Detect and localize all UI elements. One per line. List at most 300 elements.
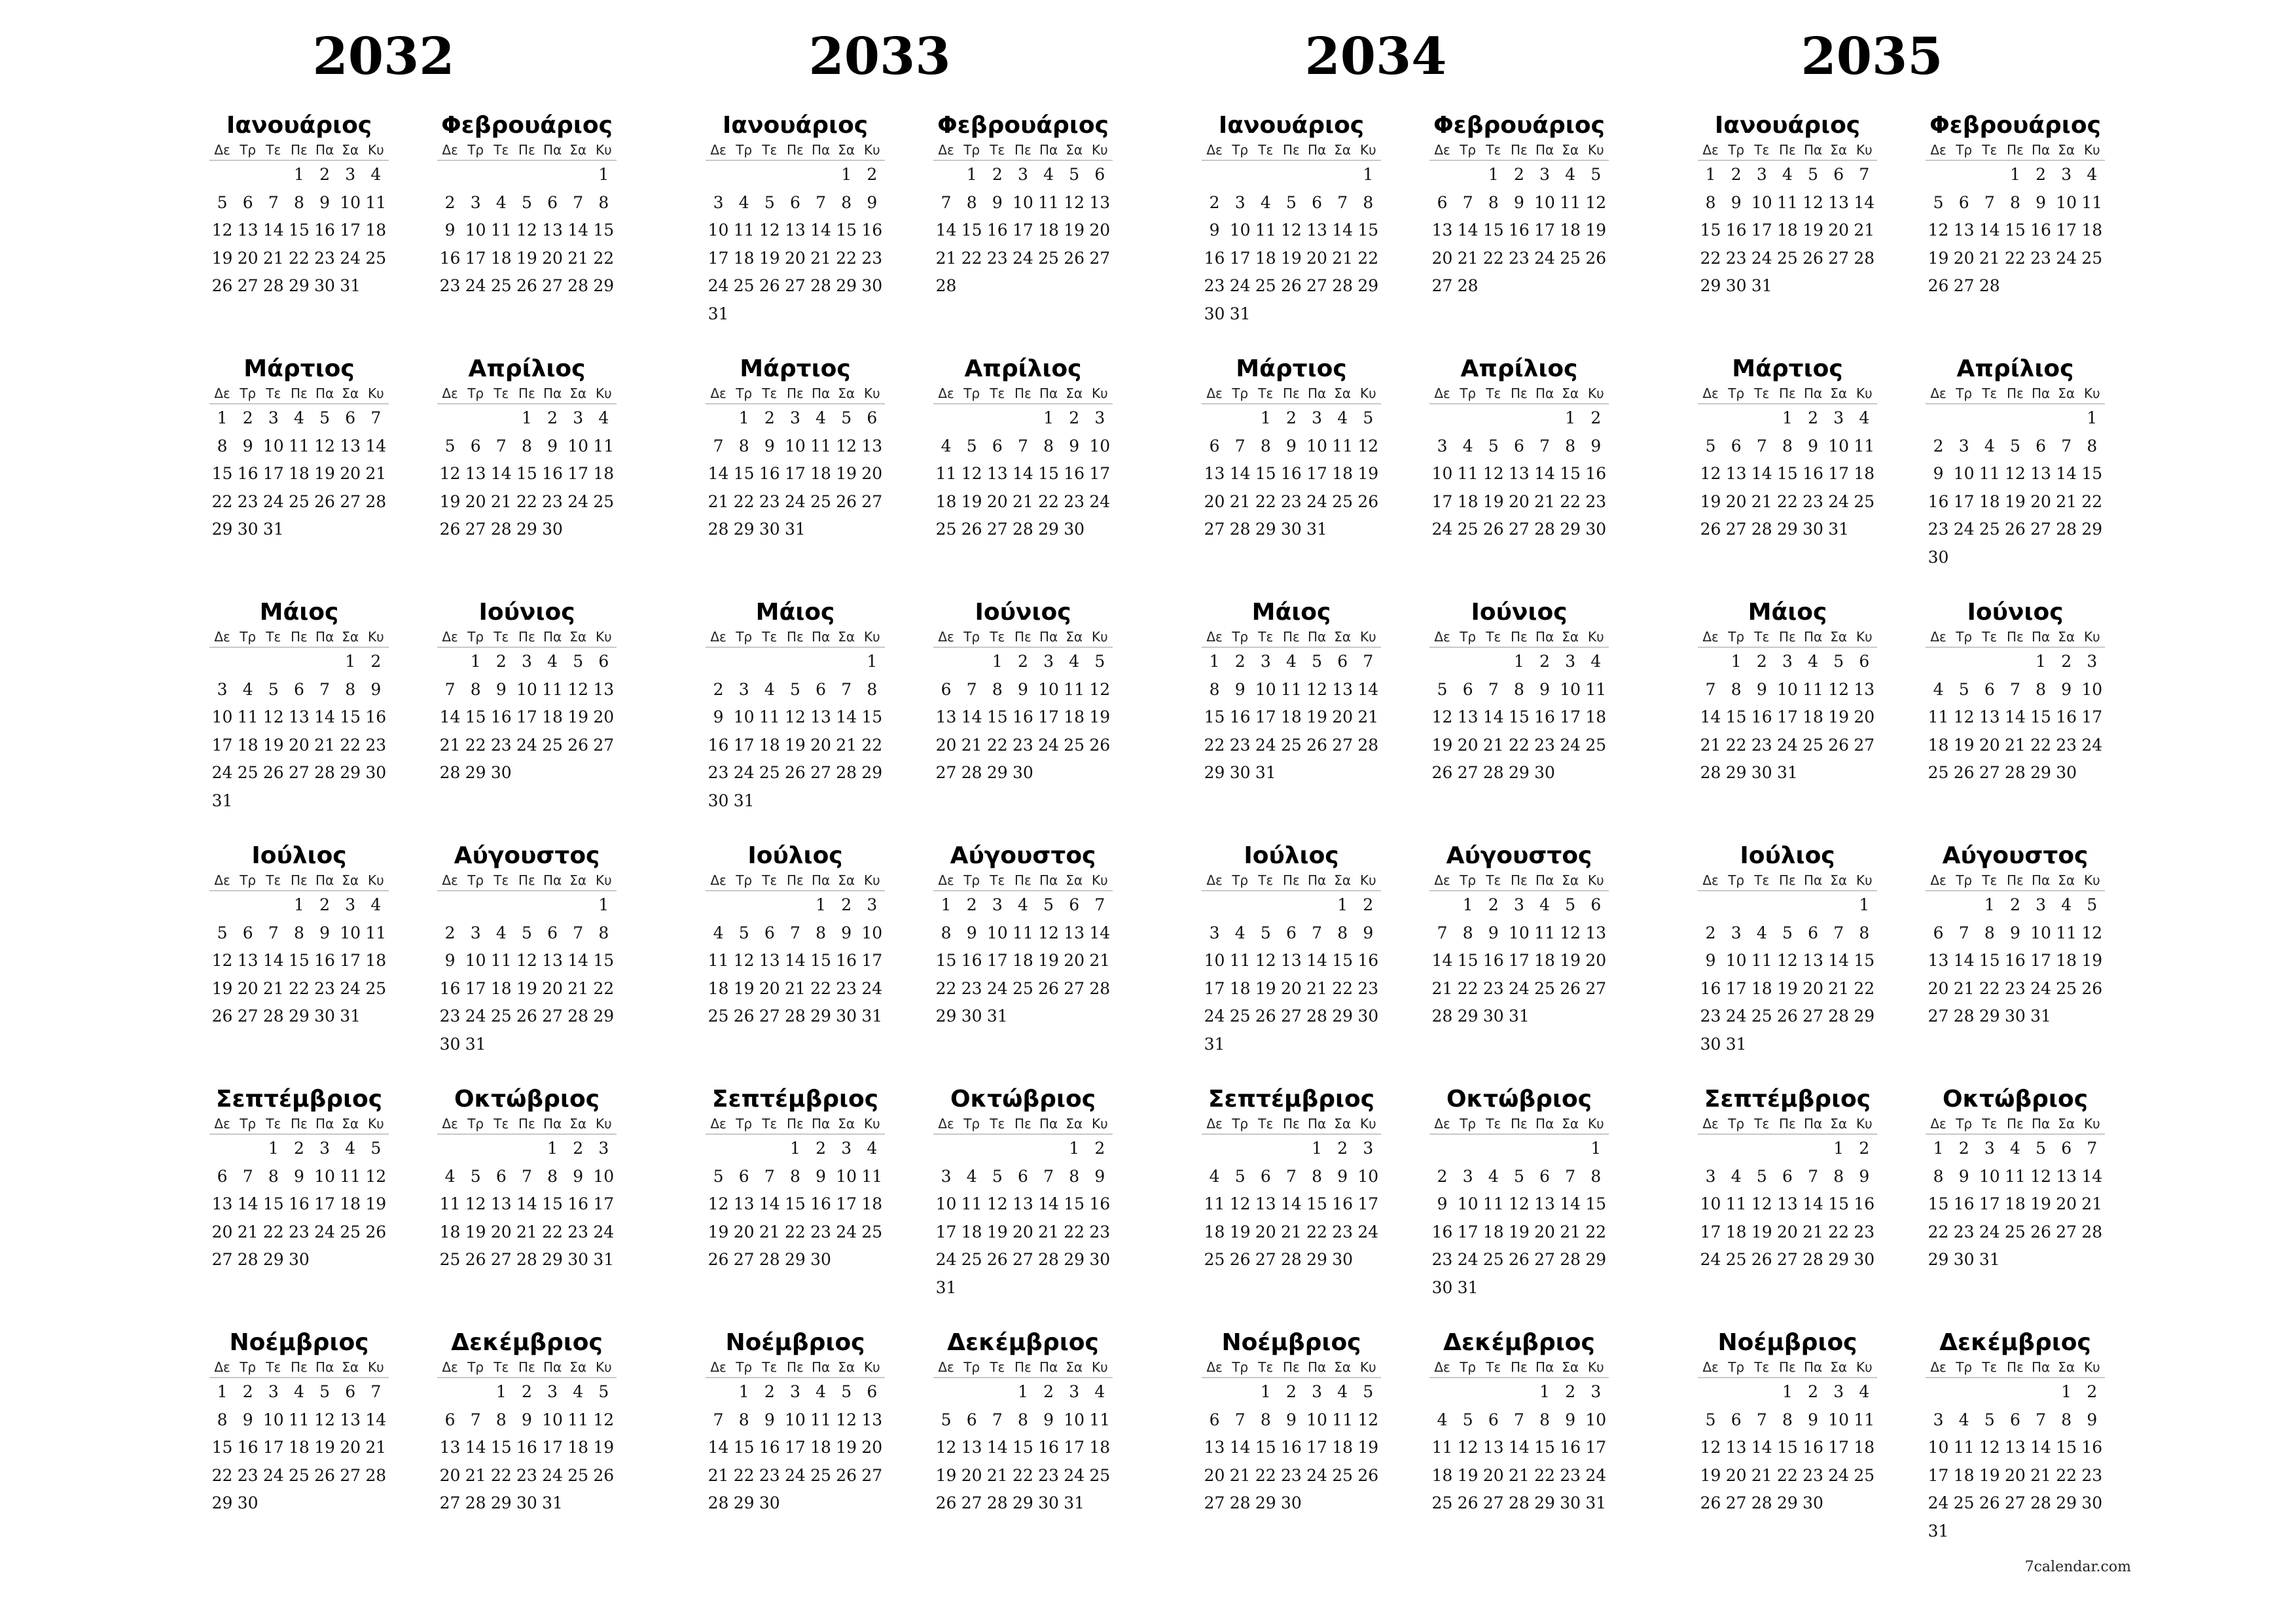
day-cell: [1278, 891, 1304, 919]
day-cell: 3: [470, 192, 481, 212]
day-cell: 18: [1560, 221, 1581, 240]
day-cell: 1: [966, 165, 977, 184]
weekday-label: Πα: [811, 385, 831, 401]
day-cell: 29: [289, 1007, 310, 1026]
day-cell: 19: [1953, 735, 1975, 755]
weekday-label: Πε: [1511, 629, 1528, 645]
day-cell: 4: [1017, 895, 1028, 914]
day-cell: 9: [1017, 679, 1028, 699]
day-cell: 1: [521, 408, 532, 427]
day-cell: 6: [1209, 436, 1220, 455]
day-cell: 21: [1953, 978, 1975, 998]
day-cell: 22: [733, 491, 755, 511]
weekday-label: Τε: [1258, 1359, 1274, 1375]
day-cell: 17: [1038, 707, 1059, 726]
day-cell: 6: [470, 436, 481, 455]
day-cell: 23: [1482, 978, 1504, 998]
day-cell: 8: [470, 679, 481, 699]
day-cell: 7: [1437, 923, 1448, 942]
day-cell: 28: [262, 276, 284, 295]
day-cell: [959, 1378, 984, 1406]
day-cell: 12: [961, 464, 982, 483]
day-cell: 7: [319, 679, 331, 699]
day-cell: [1304, 161, 1330, 189]
day-cell: 4: [1234, 923, 1246, 942]
day-cell: 2: [1337, 1139, 1348, 1158]
day-cell: [1355, 759, 1381, 787]
day-cell: 12: [516, 221, 537, 240]
day-cell: 16: [759, 1438, 780, 1457]
month-days-grid: [1926, 891, 2105, 1031]
day-cell: 24: [1229, 276, 1251, 295]
week-row: [1429, 245, 1609, 273]
day-cell: 14: [1700, 707, 1721, 726]
weekday-label: Τρ: [736, 142, 753, 158]
day-cell: 7: [2009, 679, 2020, 699]
month-days-grid: [1202, 891, 1381, 1058]
day-cell: 20: [861, 464, 883, 483]
day-cell: 1: [1209, 652, 1220, 671]
week-row: [1926, 759, 2105, 787]
day-cell: 3: [1731, 923, 1742, 942]
week-row: [437, 732, 617, 760]
day-cell: 22: [1064, 1222, 1085, 1241]
day-cell: [2079, 1003, 2105, 1031]
day-cell: 28: [708, 1493, 729, 1512]
day-cell: 29: [1255, 1493, 1276, 1512]
day-cell: [1227, 1135, 1253, 1163]
day-cell: [2079, 759, 2105, 787]
day-cell: 25: [1928, 763, 1949, 782]
day-cell: 5: [598, 1382, 609, 1401]
weekday-label: Πε: [1779, 872, 1796, 888]
day-cell: 4: [1933, 679, 1944, 699]
day-cell: 4: [1260, 192, 1271, 212]
day-cell: 11: [365, 192, 387, 212]
day-cell: 28: [1013, 520, 1033, 539]
month-name: Απρίλιος: [1460, 355, 1578, 382]
day-cell: 29: [1534, 1493, 1555, 1512]
day-cell: 12: [1255, 951, 1276, 970]
day-cell: 14: [490, 464, 512, 483]
day-cell: 13: [1509, 464, 1530, 483]
day-cell: 7: [1234, 436, 1246, 455]
weekday-label: Τε: [266, 1116, 281, 1132]
day-cell: 14: [262, 951, 284, 970]
day-cell: 23: [237, 491, 259, 511]
weekday-label: Πε: [1511, 872, 1528, 888]
day-cell: 10: [1828, 436, 1850, 455]
week-row: [209, 891, 389, 919]
day-cell: 4: [598, 408, 609, 427]
day-cell: [1304, 891, 1330, 919]
month-name: Μάρτιος: [740, 355, 851, 382]
day-cell: 2: [1285, 1382, 1297, 1401]
day-cell: 7: [992, 1410, 1003, 1429]
day-cell: 5: [1705, 436, 1716, 455]
day-cell: 12: [516, 951, 537, 970]
weekday-label: Τρ: [1728, 1116, 1745, 1132]
day-cell: 8: [1260, 1410, 1271, 1429]
day-cell: 29: [810, 1007, 831, 1026]
day-cell: 8: [841, 192, 852, 212]
day-cell: 30: [1751, 763, 1772, 782]
day-cell: 11: [1229, 951, 1251, 970]
week-row: [437, 460, 617, 488]
day-cell: 1: [2036, 652, 2047, 671]
week-row: [209, 1135, 389, 1163]
day-cell: [2002, 1518, 2028, 1546]
month-block: [706, 1329, 885, 1518]
day-cell: 16: [986, 221, 1008, 240]
day-cell: 28: [1482, 763, 1504, 782]
day-cell: 19: [593, 1438, 615, 1457]
month-block: [209, 111, 389, 300]
weekday-label: Σα: [1334, 1359, 1352, 1375]
day-cell: 24: [1431, 520, 1453, 539]
day-cell: [312, 787, 338, 815]
day-cell: 17: [340, 951, 361, 970]
day-cell: [1977, 648, 2002, 676]
day-cell: 24: [836, 1222, 857, 1241]
day-cell: 3: [1462, 1166, 1473, 1186]
day-cell: 12: [1953, 707, 1975, 726]
day-cell: 27: [1803, 1007, 1823, 1026]
day-cell: 16: [1089, 1194, 1111, 1213]
week-row: [1698, 245, 1877, 273]
month-name: Σεπτέμβριος: [1208, 1086, 1375, 1113]
weekday-label: Πα: [1803, 872, 1823, 888]
month-name: Αύγουστος: [1446, 842, 1592, 869]
weekday-label: Κυ: [367, 1359, 384, 1375]
day-cell: 22: [1332, 978, 1354, 998]
day-cell: 12: [986, 1194, 1008, 1213]
weekday-label: Δε: [938, 872, 954, 888]
week-row: [706, 300, 885, 329]
day-cell: 16: [1928, 491, 1949, 511]
day-cell: 2: [1043, 1382, 1054, 1401]
weekday-label: Δε: [710, 1359, 726, 1375]
day-cell: 19: [1928, 248, 1949, 268]
day-cell: 31: [1777, 763, 1798, 782]
day-cell: 1: [1782, 408, 1793, 427]
day-cell: 15: [1928, 1194, 1949, 1213]
day-cell: 23: [314, 978, 335, 998]
day-cell: [859, 787, 885, 815]
day-cell: 2: [992, 165, 1003, 184]
day-cell: [1253, 1031, 1278, 1059]
day-cell: 24: [567, 491, 589, 511]
weekday-label: Τρ: [467, 142, 484, 158]
day-cell: 16: [1751, 707, 1772, 726]
month-block: [933, 598, 1113, 787]
month-days-grid: [1429, 1378, 1609, 1518]
day-cell: 16: [708, 735, 729, 755]
month-days-grid: [1698, 1135, 1877, 1274]
day-cell: 1: [1488, 165, 1499, 184]
day-cell: 10: [1979, 1166, 2000, 1186]
day-cell: 31: [1928, 1521, 1949, 1541]
day-cell: 14: [1534, 464, 1555, 483]
day-cell: 10: [1306, 1410, 1327, 1429]
day-cell: 18: [1803, 707, 1823, 726]
weekday-label: Σα: [838, 1359, 855, 1375]
month-name: Ιανουάριος: [1218, 112, 1365, 139]
day-cell: [834, 1246, 859, 1274]
day-cell: 27: [861, 1465, 883, 1485]
day-cell: 4: [1859, 1382, 1870, 1401]
weekday-label: Τρ: [1956, 1116, 1973, 1132]
day-cell: [1951, 544, 1977, 572]
day-cell: 2: [1069, 408, 1080, 427]
weekday-label: Κυ: [1856, 142, 1873, 158]
day-cell: 6: [217, 1166, 228, 1186]
day-cell: 30: [365, 763, 387, 782]
day-cell: [834, 1489, 859, 1518]
day-cell: 11: [1482, 1194, 1504, 1213]
day-cell: 28: [935, 276, 957, 295]
day-cell: 12: [2005, 464, 2026, 483]
day-cell: 22: [1255, 491, 1276, 511]
day-cell: 23: [1064, 491, 1085, 511]
day-cell: [1926, 891, 1951, 919]
week-row: [1698, 488, 1877, 516]
day-cell: 25: [593, 491, 615, 511]
day-cell: 13: [439, 1438, 461, 1457]
day-cell: 31: [986, 1007, 1008, 1026]
week-row: [437, 245, 617, 273]
day-cell: 23: [1089, 1222, 1111, 1241]
day-cell: [706, 1135, 731, 1163]
day-cell: [933, 648, 959, 676]
day-cell: 14: [1281, 1194, 1302, 1213]
day-cell: 23: [2005, 978, 2026, 998]
day-cell: 25: [542, 735, 563, 755]
day-cell: [1926, 404, 1951, 433]
day-cell: 22: [340, 735, 361, 755]
week-row: [1429, 947, 1609, 975]
month-block: [209, 842, 389, 1031]
day-cell: 8: [2061, 1410, 2072, 1429]
day-cell: [731, 300, 757, 329]
day-cell: [782, 1489, 808, 1518]
day-cell: 14: [1509, 1438, 1530, 1457]
day-cell: 3: [598, 1139, 609, 1158]
day-cell: 23: [1281, 1465, 1302, 1485]
weekday-label: Πε: [1283, 385, 1300, 401]
day-cell: 26: [1777, 1007, 1798, 1026]
day-cell: 31: [211, 791, 233, 810]
weekday-label: Πε: [1779, 385, 1796, 401]
day-cell: 23: [2081, 1465, 2103, 1485]
weekday-label: Πα: [1535, 385, 1554, 401]
day-cell: 2: [1590, 408, 1602, 427]
day-cell: 16: [1534, 707, 1555, 726]
day-cell: 27: [1585, 978, 1607, 998]
week-row: [437, 1219, 617, 1247]
day-cell: 12: [211, 951, 233, 970]
day-cell: 18: [340, 1194, 361, 1213]
day-cell: [1749, 1135, 1774, 1163]
weekday-label: Πε: [1014, 1116, 1031, 1132]
day-cell: 22: [1700, 248, 1721, 268]
day-cell: 19: [314, 1438, 335, 1457]
day-cell: [338, 516, 363, 544]
week-row: [706, 975, 885, 1003]
weekday-label: Δε: [442, 872, 458, 888]
day-cell: 16: [2005, 951, 2026, 970]
day-cell: 9: [1337, 1166, 1348, 1186]
day-cell: 28: [1953, 1007, 1975, 1026]
day-cell: 10: [1828, 1410, 1850, 1429]
day-cell: [1480, 648, 1506, 676]
weekday-label: Πα: [543, 629, 562, 645]
weekday-header: [1202, 1357, 1381, 1378]
day-cell: 19: [1281, 248, 1302, 268]
day-cell: 7: [444, 679, 456, 699]
week-row: [1926, 975, 2105, 1003]
day-cell: [514, 1135, 539, 1163]
day-cell: 17: [340, 221, 361, 240]
day-cell: 27: [1013, 1250, 1033, 1269]
day-cell: 4: [293, 1382, 304, 1401]
weekday-header: [706, 383, 885, 404]
day-cell: 8: [521, 436, 532, 455]
day-cell: [933, 1378, 959, 1406]
day-cell: 12: [935, 1438, 957, 1457]
day-cell: 1: [1859, 895, 1870, 914]
day-cell: 16: [1700, 978, 1721, 998]
day-cell: 16: [1725, 221, 1747, 240]
day-cell: 2: [1209, 192, 1220, 212]
day-cell: 4: [1069, 652, 1080, 671]
day-cell: 26: [1255, 1007, 1276, 1026]
day-cell: 13: [1953, 221, 1975, 240]
day-cell: 2: [764, 1382, 775, 1401]
day-cell: 20: [810, 735, 831, 755]
weekday-label: Κυ: [1856, 1116, 1873, 1132]
weekday-label: Πε: [2007, 142, 2024, 158]
week-row: [1698, 189, 1877, 217]
day-cell: 31: [1204, 1034, 1225, 1054]
week-row: [1202, 704, 1381, 732]
weekday-header: [1429, 870, 1609, 891]
day-cell: 4: [2087, 165, 2098, 184]
day-cell: 5: [1069, 165, 1080, 184]
week-row: [706, 676, 885, 704]
day-cell: 13: [1854, 679, 1875, 699]
day-cell: 4: [1565, 165, 1576, 184]
weekday-label: Τε: [1754, 629, 1770, 645]
day-cell: 17: [861, 951, 883, 970]
month-name: Φεβρουάριος: [1929, 112, 2101, 139]
day-cell: 18: [1534, 951, 1555, 970]
day-cell: [1330, 1031, 1355, 1059]
weekday-label: Δε: [710, 872, 726, 888]
week-row: [933, 404, 1113, 433]
day-cell: 3: [319, 1139, 331, 1158]
day-cell: 20: [2056, 1194, 2077, 1213]
week-row: [437, 217, 617, 245]
day-cell: 4: [1539, 895, 1551, 914]
weekday-label: Πα: [2031, 629, 2051, 645]
weekday-label: Δε: [710, 142, 726, 158]
day-cell: 6: [1069, 895, 1080, 914]
weekday-label: Τε: [762, 1359, 778, 1375]
week-row: [1202, 1219, 1381, 1247]
day-cell: 30: [810, 1250, 831, 1269]
year-title: 2032: [312, 27, 455, 86]
day-cell: 13: [733, 1194, 755, 1213]
day-cell: 31: [542, 1493, 563, 1512]
day-cell: 10: [2081, 679, 2103, 699]
day-cell: 15: [1332, 951, 1354, 970]
day-cell: 22: [733, 1465, 755, 1485]
day-cell: 14: [2056, 464, 2077, 483]
day-cell: 12: [211, 221, 233, 240]
day-cell: 30: [759, 520, 780, 539]
day-cell: 31: [1457, 1277, 1479, 1297]
week-row: [933, 189, 1113, 217]
day-cell: 26: [516, 1007, 537, 1026]
day-cell: 27: [1332, 735, 1354, 755]
day-cell: [2002, 1378, 2028, 1406]
day-cell: 27: [1928, 1007, 1949, 1026]
day-cell: 5: [1565, 895, 1576, 914]
day-cell: 5: [764, 192, 775, 212]
day-cell: 24: [314, 1222, 335, 1241]
day-cell: 10: [785, 1410, 806, 1429]
day-cell: 29: [1700, 276, 1721, 295]
weekday-label: Κυ: [1091, 142, 1108, 158]
day-cell: 28: [1828, 1007, 1850, 1026]
month-block: [706, 355, 885, 544]
day-cell: [731, 891, 757, 919]
day-cell: 19: [365, 1194, 387, 1213]
day-cell: 25: [365, 978, 387, 998]
day-cell: 6: [1933, 923, 1944, 942]
weekday-label: Τε: [990, 385, 1005, 401]
weekday-label: Κυ: [1587, 142, 1604, 158]
day-cell: 5: [1437, 679, 1448, 699]
day-cell: 3: [268, 1382, 279, 1401]
day-cell: 25: [1229, 1007, 1251, 1026]
day-cell: [1087, 759, 1113, 787]
day-cell: 7: [242, 1166, 253, 1186]
day-cell: 21: [1457, 248, 1479, 268]
day-cell: 13: [1013, 1194, 1033, 1213]
weekday-label: Πε: [2007, 629, 2024, 645]
day-cell: 10: [2030, 923, 2051, 942]
day-cell: 31: [1751, 276, 1772, 295]
day-cell: [1583, 1003, 1609, 1031]
month-block: [1429, 1085, 1609, 1302]
day-cell: 6: [941, 679, 952, 699]
week-row: [706, 1246, 885, 1274]
weekday-label: Σα: [342, 385, 359, 401]
day-cell: 1: [345, 652, 356, 671]
day-cell: 19: [211, 978, 233, 998]
day-cell: 2: [1234, 652, 1246, 671]
day-cell: [2028, 404, 2054, 433]
week-row: [1202, 272, 1381, 300]
week-row: [1429, 404, 1609, 433]
day-cell: 27: [935, 763, 957, 782]
day-cell: 3: [789, 408, 800, 427]
day-cell: [1801, 891, 1826, 919]
day-cell: 10: [1725, 951, 1747, 970]
day-cell: 4: [1094, 1382, 1105, 1401]
